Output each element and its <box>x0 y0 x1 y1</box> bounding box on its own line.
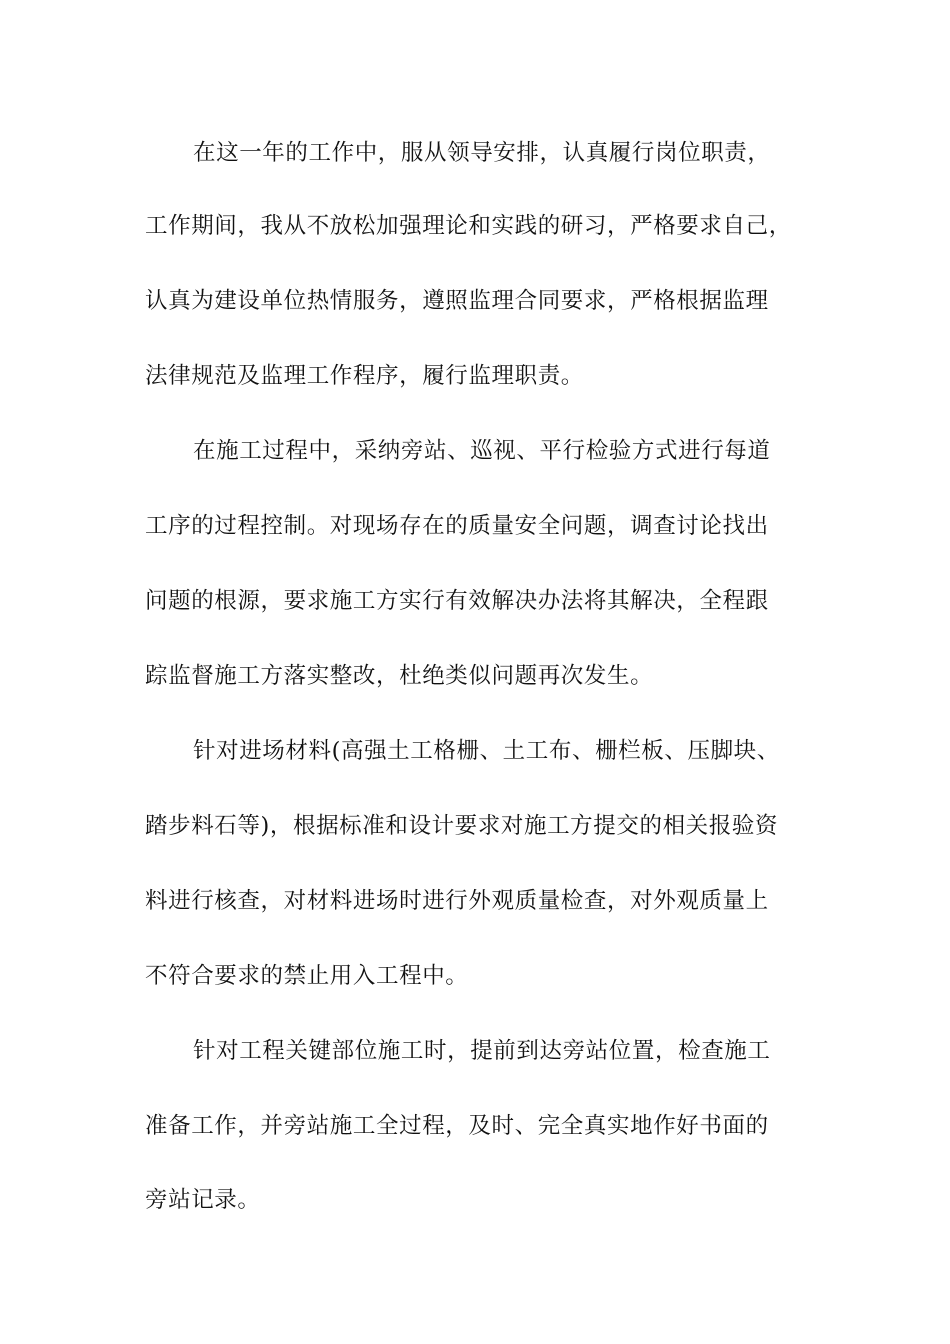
paragraph-line: 问题的根源，要求施工方实行有效解决办法将其解决，全程跟 <box>145 588 769 614</box>
paragraph-line: 法律规范及监理工作程序，履行监理职责。 <box>145 363 584 389</box>
paragraph-line: 踏步料石等)，根据标准和设计要求对施工方提交的相关报验资 <box>145 813 779 839</box>
paragraph-line: 针对进场材料(高强土工格栅、土工布、栅栏板、压脚块、 <box>193 738 780 764</box>
paragraph-line: 在施工过程中，采纳旁站、巡视、平行检验方式进行每道 <box>193 438 771 464</box>
paragraph-line: 踪监督施工方落实整改，杜绝类似问题再次发生。 <box>145 663 654 689</box>
paragraph-line: 在这一年的工作中，服从领导安排，认真履行岗位职责， <box>193 140 771 166</box>
paragraph-line: 不符合要求的禁止用入工程中。 <box>145 963 469 989</box>
paragraph-line: 工作期间，我从不放松加强理论和实践的研习，严格要求自己， <box>145 213 792 239</box>
paragraph-line: 旁站记录。 <box>145 1187 261 1213</box>
paragraph-line: 工序的过程控制。对现场存在的质量安全问题，调查讨论找出 <box>145 513 769 539</box>
paragraph-line: 料进行核查，对材料进场时进行外观质量检查，对外观质量上 <box>145 888 769 914</box>
paragraph-line: 准备工作，并旁站施工全过程，及时、完全真实地作好书面的 <box>145 1113 769 1139</box>
paragraph-line: 针对工程关键部位施工时，提前到达旁站位置，检查施工 <box>193 1038 771 1064</box>
paragraph-line: 认真为建设单位热情服务，遵照监理合同要求，严格根据监理 <box>145 288 769 314</box>
